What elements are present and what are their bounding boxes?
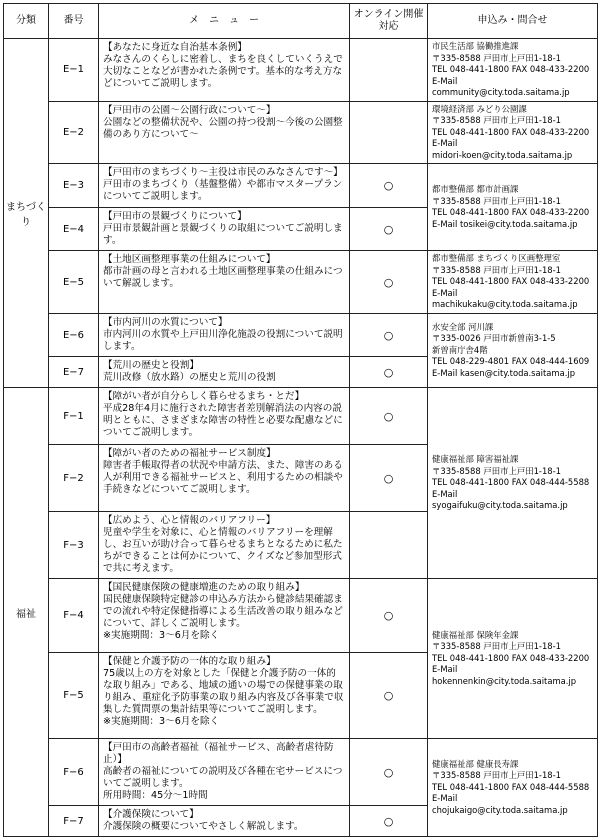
menu-cell (99, 101, 350, 164)
menu-description: 荒川改修（放水路）の歴史と荒川の役割 (103, 372, 276, 383)
menu-description: 公園などの整備状況や、公園の持つ役割〜今後の公園整備のあり方について〜 (103, 116, 343, 140)
online-mark: ○ (350, 653, 428, 739)
menu-title: 【戸田市の公園〜公園行政について〜】 (103, 104, 276, 116)
menu-title: 【市内河川の水質について】 (103, 317, 228, 328)
row-number: F−6 (49, 739, 99, 806)
menu-title: 【国民健康保険の健康増進のための取り組み】 (103, 582, 305, 593)
menu-description: 都市計画の母と言われる土地区画整理事業の仕組みについて解説します。 (103, 266, 343, 289)
menu-description: 戸田市景観計画と景観づくりの取組についてご説明します。 (103, 223, 343, 246)
row-number: E−1 (49, 39, 99, 102)
menu-description: 障害者手帳取得者の状況や申請方法、また、障害のある人が利用できる福祉サービスと、利用するための相談や手続きなどについてご説明します。 (103, 460, 343, 495)
row-number: E−4 (49, 208, 99, 251)
row-number: E−6 (49, 314, 99, 357)
contact-email-label: E-Mail (432, 793, 458, 804)
menu-cell (99, 512, 350, 579)
row-number: E−7 (49, 357, 99, 388)
header-menu: メ ニ ュ ー (99, 4, 350, 39)
menu-description: 平成28年4月に施行された障害者差別解消法の内容の説明とともに、さまざまな障害の特性と必要な配慮などについてご説明します。 (103, 403, 343, 438)
header-contact: 申込み・問合せ (428, 4, 598, 39)
menu-description: 戸田市のまちづくり（基盤整備）や都市マスタープランについてご説明します。 (103, 179, 343, 202)
header-number: 番号 (49, 4, 99, 39)
contact-email: chojukaigo@city.toda.saitama.jp (432, 804, 568, 815)
online-mark: ○ (350, 208, 428, 251)
table-row (4, 39, 598, 102)
contact-email: hokennenkin@city.toda.saitama.jp (432, 675, 577, 686)
contact-cell (428, 579, 598, 739)
contact-address: 〒335-8588 戸田市上戸田1-18-1 (432, 770, 561, 781)
contact-building: 新曽南庁舎4階 (432, 344, 488, 355)
table-row (4, 164, 598, 208)
menu-note: 所用時間：45分〜1時間 (103, 790, 208, 801)
menu-title: 【荒川の歴史と役割】 (103, 360, 199, 371)
menu-cell (99, 314, 350, 357)
menu-title: 【介護保険について】 (103, 809, 199, 820)
menu-description: 児童や学生を対象に、心と情報のバリアフリーを理解し、お互いが助け合って暮らせるまちとなるために私たちができることは何かについて、クイズなど参加型形式で共に考えます。 (103, 527, 343, 574)
row-number: F−3 (49, 512, 99, 579)
contact-email-label: E-Mail (432, 287, 458, 298)
contact-dept: 健康福祉部 保険年金課 (432, 629, 519, 640)
menu-title: 【障がい者のための福祉サービス制度】 (103, 448, 276, 459)
menu-title: 【広めよう、心と情報のバリアフリー】 (103, 515, 276, 526)
row-number: F−1 (49, 388, 99, 445)
contact-email-label: E-Mail (432, 138, 458, 148)
contact-dept: 健康福祉部 障害福祉課 (432, 454, 519, 465)
contact-address: 〒335-8588 戸田市上戸田1-18-1 (432, 641, 561, 652)
contact-address: 〒335-8588 戸田市上戸田1-18-1 (432, 195, 561, 206)
menu-cell (99, 806, 350, 837)
menu-cell (99, 579, 350, 653)
menu-title: 【戸田市の景観づくりについて】 (103, 211, 247, 222)
contact-phone: TEL 048-441-1800 FAX 048-433-2200 (432, 64, 590, 74)
online-mark: ○ (350, 164, 428, 208)
online-mark (350, 512, 428, 579)
contact-email: E-Mail kasen@city.toda.saitama.jp (432, 367, 576, 378)
contact-email-label: E-Mail (432, 488, 458, 499)
online-mark (350, 39, 428, 102)
contact-dept: 都市整備部 都市計画課 (432, 184, 519, 194)
contact-dept: 水安全部 河川課 (432, 321, 494, 332)
menu-title: 【保健と介護予防の一体的な取り組み】 (103, 656, 276, 667)
menu-title: 【戸田市の高齢者福祉（福祉サービス、高齢者虐待防止）】 (103, 742, 334, 765)
row-number: F−5 (49, 653, 99, 739)
row-number: F−2 (49, 445, 99, 512)
contact-email: E-Mail tosikei@city.toda.saitama.jp (432, 218, 578, 229)
contact-address: 〒335-8588 戸田市上戸田1-18-1 (432, 465, 561, 476)
menu-description: 国民健康保険特定健診の申込み方法から健診結果確認までの流れや特定保健指導による生活改善の取り組みなどについて、詳しくご説明します。 (103, 594, 343, 629)
menu-description: みなさんのくらしに密着し、まちを良くしていくうえで大切なことなどが書かれた条例です。基本的な考え方などについてご説明します。 (103, 54, 343, 89)
contact-email-label: E-Mail (432, 664, 458, 675)
row-number: E−3 (49, 164, 99, 208)
menu-title: 【戸田市のまちづくり〜主役は市民のみなさんです〜】 (103, 167, 343, 178)
menu-cell (99, 164, 350, 208)
contact-cell (428, 39, 598, 102)
row-number: E−5 (49, 251, 99, 314)
table-row (4, 388, 598, 445)
contact-cell (428, 164, 598, 251)
menu-description: 高齢者の福祉についての説明及び各種在宅サービスについてご説明します。 (103, 766, 343, 789)
contact-cell (428, 388, 598, 579)
menu-title: 【土地区画整理事業の仕組みについて】 (103, 254, 276, 265)
header-row (4, 4, 598, 39)
menu-cell (99, 357, 350, 388)
online-mark: ○ (350, 739, 428, 806)
table-row (4, 251, 598, 314)
table-row (4, 101, 598, 164)
table-row (4, 739, 598, 806)
contact-email: midori-koen@city.toda.saitama.jp (432, 149, 573, 160)
contact-cell (428, 739, 598, 837)
menu-note: ※実施期間：3〜6月を除く (103, 716, 220, 727)
contact-phone: TEL 048-441-1800 FAX 048-433-2200 (432, 126, 590, 137)
contact-address: 〒335-0026 戸田市新曽南3-1-5 (432, 333, 556, 344)
contact-dept: 健康福祉部 健康長寿課 (432, 758, 519, 769)
contact-dept: 環境経済部 みどり公園課 (432, 103, 527, 114)
online-mark: ○ (350, 806, 428, 837)
contact-phone: TEL 048-229-4801 FAX 048-444-1609 (432, 356, 590, 367)
menu-cell (99, 653, 350, 739)
menu-description: 75歳以上の方を対象とした「保健と介護予防の一体的な取り組み」である、地域の通いの場での保健事業の取り組み、重症化予防事業の取り組み内容及び各事業で収集した質問票の集計結果等についてご説明します。 (103, 668, 344, 715)
contact-email: machikukaku@city.toda.saitama.jp (432, 299, 578, 310)
online-mark: ○ (350, 445, 428, 512)
online-mark (350, 101, 428, 164)
category-cell: まちづくり (4, 39, 49, 388)
contact-phone: TEL 048-441-1800 FAX 048-444-5588 (432, 781, 590, 792)
category-cell: 福祉 (4, 388, 49, 837)
contact-cell (428, 101, 598, 164)
contact-address: 〒335-8588 戸田市上戸田1-18-1 (432, 264, 561, 275)
menu-cell (99, 445, 350, 512)
contact-email: syogaifuku@city.toda.saitama.jp (432, 500, 568, 511)
menu-cell (99, 39, 350, 102)
online-mark: ○ (350, 314, 428, 357)
table-row (4, 314, 598, 357)
online-mark: ○ (350, 388, 428, 445)
contact-phone: TEL 048-441-1800 FAX 048-444-5588 (432, 477, 590, 488)
contact-email-label: E-Mail (432, 75, 458, 86)
menu-title: 【あなたに身近な自治基本条例】 (103, 42, 247, 53)
online-mark: ○ (350, 251, 428, 314)
contact-phone: TEL 048-441-1800 FAX 048-433-2200 (432, 276, 590, 287)
lecture-menu-table (3, 3, 598, 837)
menu-description: 市内河川の水質や上戸田川浄化施設の役割について説明します。 (103, 329, 343, 352)
menu-cell (99, 208, 350, 251)
header-category: 分類 (4, 4, 49, 39)
contact-address: 〒335-8588 戸田市上戸田1-18-1 (432, 115, 561, 125)
menu-cell (99, 388, 350, 445)
contact-dept: 市民生活部 協働推進課 (432, 41, 519, 51)
menu-title: 【障がい者が自分らしく暮らせるまち・とだ】 (103, 391, 305, 402)
header-online: オンライン開催 対応 (350, 4, 428, 39)
row-number: E−2 (49, 101, 99, 164)
menu-cell (99, 739, 350, 806)
menu-note: ※実施期間：3〜6月を除く (103, 630, 220, 641)
menu-cell (99, 251, 350, 314)
online-mark: ○ (350, 357, 428, 388)
row-number: F−4 (49, 579, 99, 653)
menu-description: 介護保険の概要についてやさしく解説します。 (103, 821, 304, 832)
contact-phone: TEL 048-441-1800 FAX 048-433-2200 (432, 652, 590, 663)
contact-phone: TEL 048-441-1800 FAX 048-433-2200 (432, 207, 590, 217)
table-row (4, 579, 598, 653)
online-mark: ○ (350, 579, 428, 653)
contact-dept: 都市整備部 まちづくり区画整理室 (432, 253, 561, 264)
row-number: F−7 (49, 806, 99, 837)
contact-email: community@city.toda.saitama.jp (432, 87, 570, 97)
contact-cell (428, 314, 598, 388)
contact-cell (428, 251, 598, 314)
contact-address: 〒335-8588 戸田市上戸田1-18-1 (432, 52, 561, 63)
